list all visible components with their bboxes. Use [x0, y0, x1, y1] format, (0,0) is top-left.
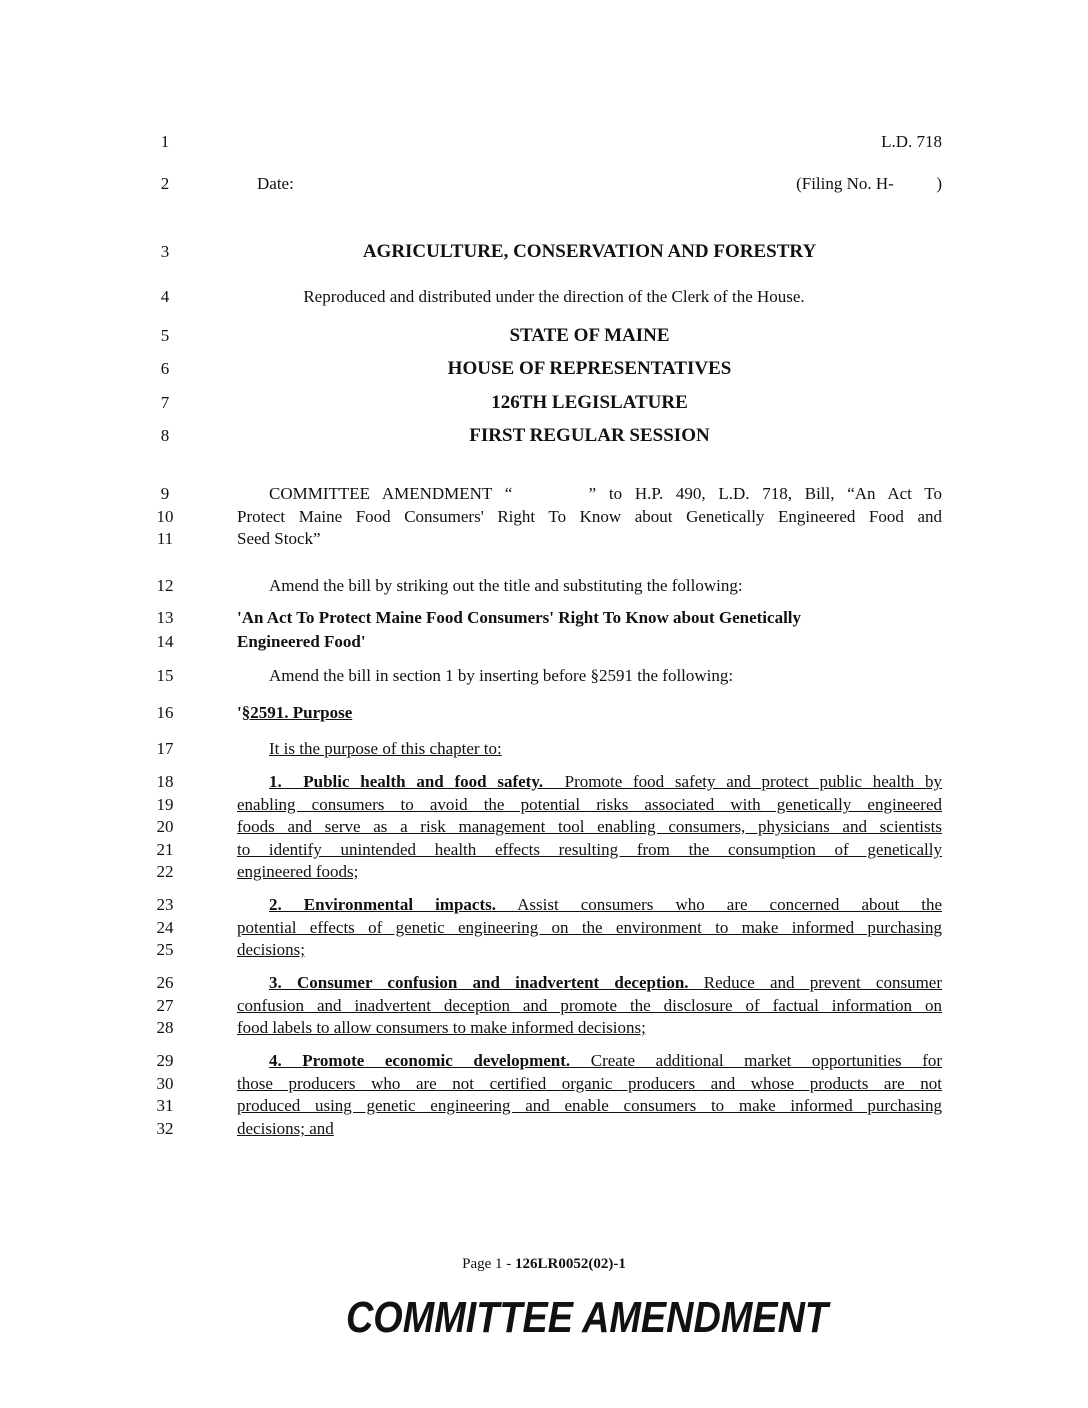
amendment-intro-line: Seed Stock” — [237, 529, 321, 548]
line-number: 14 — [156, 632, 174, 651]
line-number: 31 — [156, 1096, 174, 1115]
session-heading: FIRST REGULAR SESSION — [469, 425, 710, 446]
line-number: 22 — [156, 862, 174, 881]
line-number: 21 — [156, 840, 174, 859]
line-number: 20 — [156, 817, 174, 836]
line-number: 2 — [160, 174, 170, 193]
line-number: 1 — [160, 132, 170, 151]
item-line: decisions; — [237, 940, 305, 959]
item-line: foods and serve as a risk management tool enabling consumers, physicians and scientists — [237, 817, 942, 836]
item-line: 1. Public health and food safety. Promote food safety and protect public health by — [269, 772, 943, 791]
new-title-line: 'An Act To Protect Maine Food Consumers' Right To Know about Genetically — [237, 608, 802, 627]
committee-name: AGRICULTURE, CONSERVATION AND FORESTRY — [362, 241, 817, 262]
line-number: 32 — [156, 1119, 174, 1138]
committee-amendment-stamp: COMMITTEE AMENDMENT — [345, 1293, 829, 1342]
item-line: 2. Environmental impacts. Assist consumers who are concerned about the — [269, 895, 943, 914]
item-line: food labels to allow consumers to make informed decisions; — [237, 1018, 646, 1037]
line-number: 16 — [156, 703, 174, 722]
line-number: 10 — [156, 507, 174, 526]
line-number: 28 — [156, 1018, 174, 1037]
line-number: 18 — [156, 772, 174, 791]
line-number: 12 — [156, 576, 174, 595]
line-number: 26 — [156, 973, 174, 992]
reproduced-note: Reproduced and distributed under the direction of the Clerk of the House. — [303, 287, 805, 306]
line-number: 3 — [160, 242, 170, 261]
instruction-title: Amend the bill by striking out the title and substituting the following: — [269, 576, 743, 595]
page-footer: Page 1 - 126LR0052(02)-1 — [462, 1256, 626, 1272]
item-line: confusion and inadvertent deception and promote the disclosure of factual information on — [237, 996, 942, 1015]
item-line: potential effects of genetic engineering on the environment to make informed purchasing — [237, 918, 942, 937]
item-line: engineered foods; — [237, 862, 359, 881]
line-number: 7 — [160, 393, 170, 412]
section-intro: It is the purpose of this chapter to: — [269, 739, 502, 758]
line-number: 11 — [156, 529, 174, 548]
line-number: 6 — [160, 359, 170, 378]
line-number: 27 — [156, 996, 174, 1015]
line-number: 29 — [156, 1051, 174, 1070]
chamber-heading: HOUSE OF REPRESENTATIVES — [447, 358, 732, 379]
state-heading: STATE OF MAINE — [509, 325, 670, 346]
line-number: 4 — [160, 287, 170, 306]
line-number: 13 — [156, 608, 174, 627]
ld-number: L.D. 718 — [881, 132, 942, 151]
line-number: 23 — [156, 895, 174, 914]
amendment-intro-line: Protect Maine Food Consumers' Right To Know about Genetically Engineered Food and — [237, 507, 942, 526]
line-number: 17 — [156, 739, 174, 758]
line-number: 30 — [156, 1074, 174, 1093]
item-line: those producers who are not certified organic producers and whose products are not — [237, 1074, 942, 1093]
line-number: 24 — [156, 918, 174, 937]
line-number: 9 — [160, 484, 170, 503]
line-number: 8 — [160, 426, 170, 445]
amendment-intro-line: COMMITTEE AMENDMENT “ ” to H.P. 490, L.D. 718, Bill, “An Act To — [269, 484, 942, 503]
item-line: enabling consumers to avoid the potential risks associated with genetically engineered — [237, 795, 942, 814]
legislature-heading: 126TH LEGISLATURE — [491, 392, 688, 413]
item-line: 3. Consumer confusion and inadvertent deception. Reduce and prevent consumer — [269, 973, 943, 992]
date-label: Date: — [257, 174, 294, 193]
new-title-line: Engineered Food' — [237, 632, 366, 651]
instruction-insert: Amend the bill in section 1 by inserting before §2591 the following: — [269, 666, 734, 685]
section-heading: '§2591. Purpose — [237, 703, 353, 722]
line-number: 5 — [160, 326, 170, 345]
line-number: 25 — [156, 940, 174, 959]
item-line: 4. Promote economic development. Create additional market opportunities for — [269, 1051, 943, 1070]
line-number: 15 — [156, 666, 174, 685]
item-line: decisions; and — [237, 1119, 334, 1138]
filing-number: (Filing No. H- ) — [796, 174, 942, 193]
line-number: 19 — [156, 795, 174, 814]
item-line: to identify unintended health effects resulting from the consumption of genetically — [237, 840, 942, 859]
item-line: produced using genetic engineering and enable consumers to make informed purchasing — [237, 1096, 942, 1115]
